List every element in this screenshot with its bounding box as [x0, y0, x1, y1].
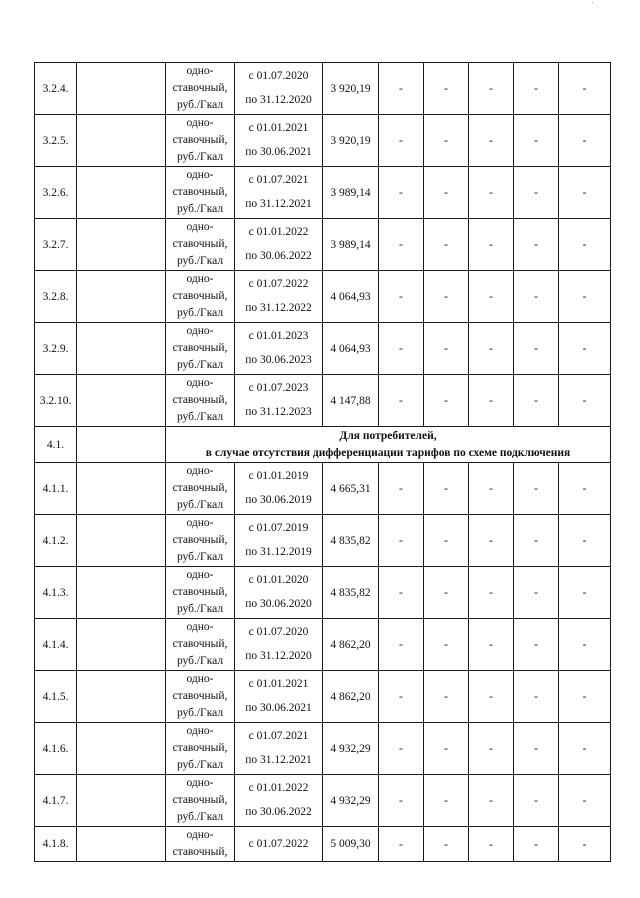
dash-cell: -	[424, 671, 469, 723]
dash-cell: -	[559, 619, 611, 671]
unit-line: руб./Гкал	[176, 603, 224, 615]
tariff-row	[35, 271, 611, 323]
row-number: 4.1.6.	[35, 723, 77, 775]
unit-line: одно-	[186, 325, 214, 337]
group-header-row	[35, 427, 611, 463]
period-from: с 01.07.2020	[248, 70, 309, 82]
period-cell	[235, 619, 323, 671]
dash-cell: -	[469, 219, 514, 271]
row-number: 3.2.10.	[35, 375, 77, 427]
group-number: 4.1.	[35, 427, 77, 463]
dash-cell: -	[514, 323, 559, 375]
unit-line: одно-	[186, 621, 214, 633]
empty-cell	[77, 619, 166, 671]
tariff-value: 4 835,82	[323, 515, 379, 567]
empty-cell	[77, 671, 166, 723]
group-title	[166, 427, 611, 463]
unit-line: руб./Гкал	[176, 759, 224, 771]
dash-cell: -	[424, 219, 469, 271]
row-number: 3.2.4.	[35, 63, 77, 115]
unit-line: ставочный,	[172, 690, 228, 702]
unit-line: ставочный,	[172, 342, 228, 354]
unit-line: руб./Гкал	[176, 655, 224, 667]
unit-cell	[166, 323, 235, 375]
unit-line: одно-	[186, 65, 214, 77]
unit-cell	[166, 271, 235, 323]
dash-cell: -	[379, 775, 424, 827]
dash-cell: -	[424, 63, 469, 115]
dash-cell: -	[379, 323, 424, 375]
dash-cell: -	[559, 219, 611, 271]
period-cell	[235, 723, 323, 775]
period-to: по 30.06.2019	[245, 494, 312, 506]
dash-cell: -	[469, 115, 514, 167]
period-to: по 30.06.2023	[245, 354, 312, 366]
tariff-row	[35, 219, 611, 271]
dash-cell: -	[469, 515, 514, 567]
dash-cell: -	[514, 567, 559, 619]
dash-cell: -	[424, 167, 469, 219]
row-number: 3.2.8.	[35, 271, 77, 323]
row-number: 3.2.7.	[35, 219, 77, 271]
tariff-table	[34, 62, 611, 862]
unit-cell	[166, 115, 235, 167]
dash-cell: -	[424, 323, 469, 375]
dash-cell: -	[424, 827, 469, 862]
empty-cell	[77, 375, 166, 427]
dash-cell: -	[469, 375, 514, 427]
tariff-value: 4 147,88	[323, 375, 379, 427]
period-to: по 31.12.2020	[245, 94, 312, 106]
period-cell	[235, 515, 323, 567]
dash-cell: -	[379, 219, 424, 271]
dash-cell: -	[424, 515, 469, 567]
unit-line: ставочный,	[172, 238, 228, 250]
period-to: по 30.06.2021	[245, 146, 312, 158]
dash-cell: -	[514, 219, 559, 271]
period-from: с 01.07.2020	[248, 626, 309, 638]
period-cell	[235, 375, 323, 427]
empty-cell	[77, 427, 166, 463]
row-number: 4.1.2.	[35, 515, 77, 567]
period-cell	[235, 271, 323, 323]
empty-cell	[77, 515, 166, 567]
group-title-line2: в случае отсутствия дифференциации тарифов по схеме подключения	[205, 446, 571, 459]
dash-cell: -	[559, 671, 611, 723]
unit-line: ставочный,	[172, 638, 228, 650]
unit-line: одно-	[186, 517, 214, 529]
unit-cell	[166, 167, 235, 219]
dash-cell: -	[424, 271, 469, 323]
unit-line: руб./Гкал	[176, 307, 224, 319]
tariff-value: 3 920,19	[323, 115, 379, 167]
dash-cell: -	[469, 619, 514, 671]
dash-cell: -	[559, 115, 611, 167]
dash-cell: -	[559, 375, 611, 427]
unit-line: ставочный,	[172, 82, 228, 94]
row-number: 4.1.7.	[35, 775, 77, 827]
tariff-row	[35, 671, 611, 723]
dash-cell: -	[379, 567, 424, 619]
period-cell	[235, 827, 323, 862]
row-number: 4.1.3.	[35, 567, 77, 619]
tariff-row	[35, 567, 611, 619]
tariff-row	[35, 375, 611, 427]
unit-line: одно-	[186, 777, 214, 789]
dash-cell: -	[379, 271, 424, 323]
unit-cell	[166, 775, 235, 827]
unit-line: одно-	[186, 377, 214, 389]
period-cell	[235, 63, 323, 115]
unit-line: одно-	[186, 221, 214, 233]
period-to: по 31.12.2019	[245, 546, 312, 558]
dash-cell: -	[559, 567, 611, 619]
row-number: 4.1.4.	[35, 619, 77, 671]
unit-line: руб./Гкал	[176, 203, 224, 215]
dash-cell: -	[514, 619, 559, 671]
empty-cell	[77, 323, 166, 375]
dash-cell: -	[514, 775, 559, 827]
tariff-value: 4 064,93	[323, 323, 379, 375]
row-number: 4.1.8.	[35, 827, 77, 862]
dash-cell: -	[469, 827, 514, 862]
unit-cell	[166, 567, 235, 619]
dash-cell: -	[469, 167, 514, 219]
unit-line: руб./Гкал	[176, 255, 224, 267]
dash-cell: -	[514, 271, 559, 323]
empty-cell	[77, 827, 166, 862]
unit-line: ставочный,	[172, 534, 228, 546]
dash-cell: -	[559, 271, 611, 323]
dash-cell: -	[379, 167, 424, 219]
group-title-line1: Для потребителей,	[339, 429, 437, 442]
unit-line: руб./Гкал	[176, 811, 224, 823]
dash-cell: -	[424, 375, 469, 427]
row-number: 4.1.1.	[35, 463, 77, 515]
dash-cell: -	[514, 671, 559, 723]
dash-cell: -	[514, 463, 559, 515]
dash-cell: -	[559, 515, 611, 567]
scan-mark: '	[592, 2, 594, 8]
unit-cell	[166, 827, 235, 862]
tariff-value: 4 665,31	[323, 463, 379, 515]
unit-line: одно-	[186, 569, 214, 581]
unit-line: руб./Гкал	[176, 499, 224, 511]
empty-cell	[77, 463, 166, 515]
tariff-row	[35, 723, 611, 775]
period-to: по 30.06.2020	[245, 598, 312, 610]
period-from: с 01.07.2023	[248, 382, 309, 394]
unit-cell	[166, 463, 235, 515]
unit-cell	[166, 723, 235, 775]
empty-cell	[77, 723, 166, 775]
dash-cell: -	[424, 567, 469, 619]
dash-cell: -	[424, 723, 469, 775]
unit-line: ставочный,	[172, 586, 228, 598]
unit-cell	[166, 63, 235, 115]
tariff-row	[35, 323, 611, 375]
period-to: по 30.06.2022	[245, 806, 312, 818]
period-from: с 01.01.2019	[248, 470, 309, 482]
dash-cell: -	[559, 63, 611, 115]
tariff-row	[35, 63, 611, 115]
dash-cell: -	[424, 463, 469, 515]
period-cell	[235, 167, 323, 219]
dash-cell: -	[559, 323, 611, 375]
dash-cell: -	[559, 723, 611, 775]
dash-cell: -	[379, 115, 424, 167]
dash-cell: -	[379, 375, 424, 427]
period-from: с 01.01.2022	[248, 226, 309, 238]
tariff-value: 4 862,20	[323, 671, 379, 723]
dash-cell: -	[559, 463, 611, 515]
dash-cell: -	[514, 115, 559, 167]
period-from: с 01.01.2023	[248, 330, 309, 342]
tariff-row	[35, 775, 611, 827]
dash-cell: -	[514, 63, 559, 115]
unit-line: одно-	[186, 117, 214, 129]
unit-line: руб./Гкал	[176, 707, 224, 719]
unit-cell	[166, 671, 235, 723]
empty-cell	[77, 775, 166, 827]
dash-cell: -	[379, 463, 424, 515]
dash-cell: -	[424, 775, 469, 827]
tariff-value: 5 009,30	[323, 827, 379, 862]
tariff-row	[35, 167, 611, 219]
period-to: по 30.06.2021	[245, 702, 312, 714]
period-to: по 31.12.2021	[245, 754, 312, 766]
dash-cell: -	[469, 567, 514, 619]
dash-cell: -	[379, 515, 424, 567]
dash-cell: -	[379, 723, 424, 775]
dash-cell: -	[469, 775, 514, 827]
unit-line: ставочный,	[172, 742, 228, 754]
row-number: 3.2.9.	[35, 323, 77, 375]
period-to: по 31.12.2022	[245, 302, 312, 314]
unit-line: руб./Гкал	[176, 99, 224, 111]
empty-cell	[77, 271, 166, 323]
tariff-table-body	[35, 63, 611, 862]
period-to: по 31.12.2021	[245, 198, 312, 210]
dash-cell: -	[514, 515, 559, 567]
period-from: с 01.07.2022	[248, 838, 309, 850]
tariff-row	[35, 827, 611, 862]
dash-cell: -	[469, 723, 514, 775]
row-number: 3.2.5.	[35, 115, 77, 167]
unit-line: одно-	[186, 465, 214, 477]
row-number: 3.2.6.	[35, 167, 77, 219]
unit-line: одно-	[186, 673, 214, 685]
unit-line: ставочный,	[172, 794, 228, 806]
tariff-row	[35, 115, 611, 167]
period-from: с 01.07.2021	[248, 174, 309, 186]
unit-line: ставочный,	[172, 290, 228, 302]
unit-cell	[166, 375, 235, 427]
unit-line: одно-	[186, 169, 214, 181]
period-cell	[235, 115, 323, 167]
unit-line: одно-	[186, 725, 214, 737]
empty-cell	[77, 167, 166, 219]
period-from: с 01.01.2021	[248, 122, 309, 134]
tariff-value: 3 989,14	[323, 167, 379, 219]
dash-cell: -	[379, 671, 424, 723]
period-cell	[235, 775, 323, 827]
dash-cell: -	[514, 723, 559, 775]
dash-cell: -	[379, 619, 424, 671]
period-cell	[235, 463, 323, 515]
tariff-value: 4 835,82	[323, 567, 379, 619]
dash-cell: -	[469, 323, 514, 375]
unit-line: ставочный,	[172, 482, 228, 494]
dash-cell: -	[559, 775, 611, 827]
empty-cell	[77, 567, 166, 619]
tariff-row	[35, 515, 611, 567]
period-cell	[235, 219, 323, 271]
unit-line: ставочный,	[172, 134, 228, 146]
dash-cell: -	[379, 63, 424, 115]
period-to: по 31.12.2023	[245, 406, 312, 418]
empty-cell	[77, 115, 166, 167]
unit-line: ставочный,	[172, 186, 228, 198]
period-cell	[235, 323, 323, 375]
row-number: 4.1.5.	[35, 671, 77, 723]
tariff-value: 3 989,14	[323, 219, 379, 271]
period-from: с 01.07.2019	[248, 522, 309, 534]
period-from: с 01.01.2022	[248, 782, 309, 794]
unit-cell	[166, 515, 235, 567]
dash-cell: -	[514, 167, 559, 219]
empty-cell	[77, 219, 166, 271]
dash-cell: -	[559, 167, 611, 219]
unit-line: руб./Гкал	[176, 411, 224, 423]
unit-line: руб./Гкал	[176, 551, 224, 563]
period-cell	[235, 671, 323, 723]
dash-cell: -	[559, 827, 611, 862]
unit-line: руб./Гкал	[176, 151, 224, 163]
unit-line: одно-	[186, 829, 214, 841]
dash-cell: -	[424, 115, 469, 167]
tariff-value: 4 064,93	[323, 271, 379, 323]
period-from: с 01.01.2020	[248, 574, 309, 586]
period-cell	[235, 567, 323, 619]
dash-cell: -	[469, 671, 514, 723]
tariff-value: 4 932,29	[323, 775, 379, 827]
dash-cell: -	[469, 271, 514, 323]
period-from: с 01.01.2021	[248, 678, 309, 690]
unit-line: одно-	[186, 273, 214, 285]
dash-cell: -	[514, 827, 559, 862]
dash-cell: -	[469, 63, 514, 115]
unit-line: ставочный,	[172, 394, 228, 406]
period-from: с 01.07.2022	[248, 278, 309, 290]
period-to: по 31.12.2020	[245, 650, 312, 662]
dash-cell: -	[469, 463, 514, 515]
dash-cell: -	[514, 375, 559, 427]
unit-line: ставочный,	[172, 846, 228, 858]
period-to: по 30.06.2022	[245, 250, 312, 262]
empty-cell	[77, 63, 166, 115]
tariff-row	[35, 619, 611, 671]
dash-cell: -	[424, 619, 469, 671]
unit-cell	[166, 219, 235, 271]
tariff-value: 3 920,19	[323, 63, 379, 115]
tariff-row	[35, 463, 611, 515]
unit-cell	[166, 619, 235, 671]
period-from: с 01.07.2021	[248, 730, 309, 742]
dash-cell: -	[379, 827, 424, 862]
unit-line: руб./Гкал	[176, 359, 224, 371]
tariff-value: 4 862,20	[323, 619, 379, 671]
tariff-value: 4 932,29	[323, 723, 379, 775]
